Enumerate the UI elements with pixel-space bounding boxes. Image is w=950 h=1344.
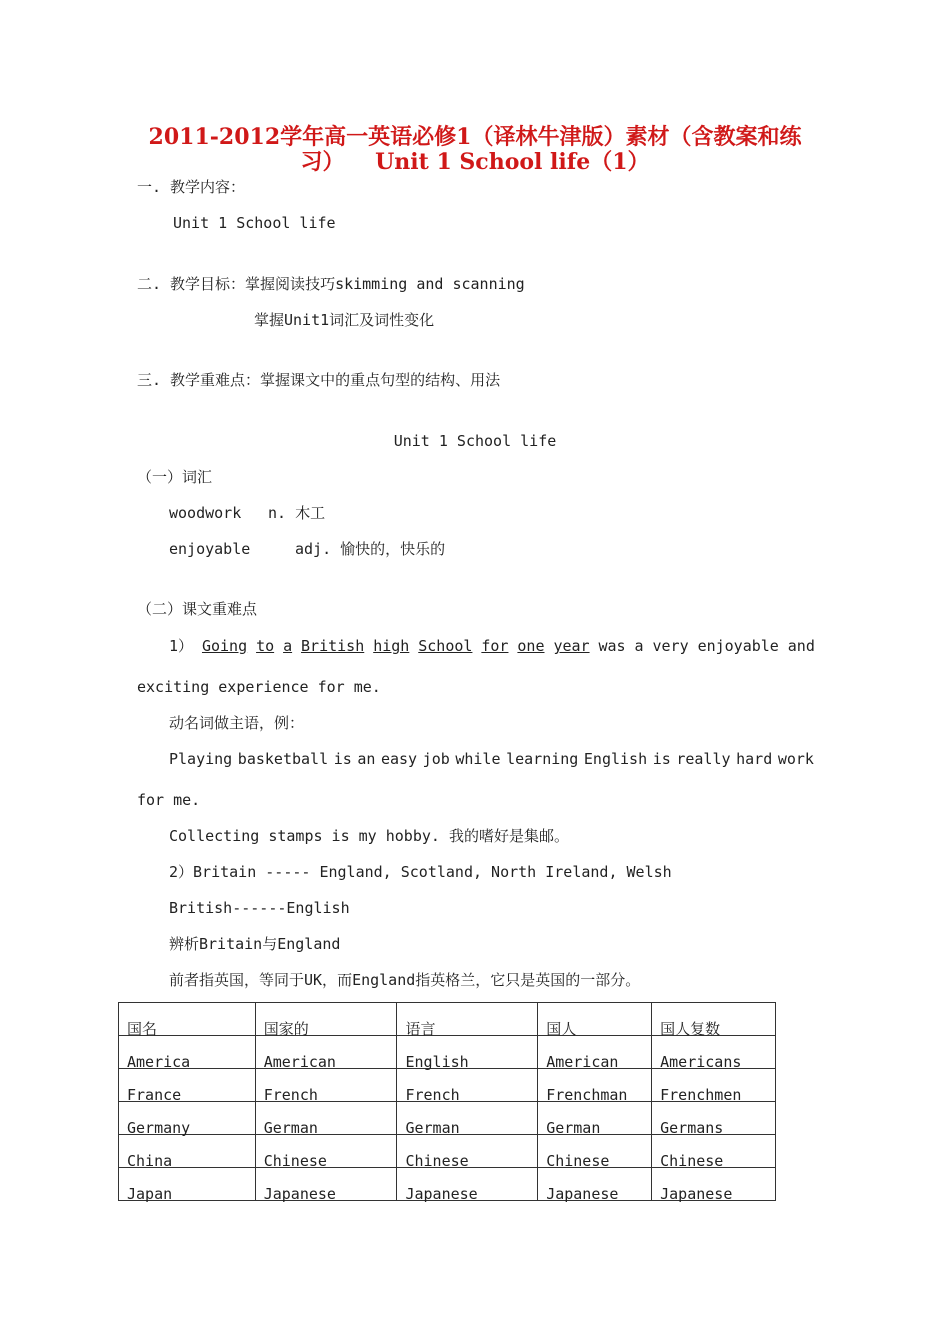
sentence-word: learning <box>506 750 579 768</box>
point-2-distinguish: 辨析Britain与England <box>169 935 341 953</box>
table-cell: German <box>397 1102 538 1135</box>
table-cell: China <box>119 1135 256 1168</box>
table-cell: German <box>255 1102 397 1135</box>
section-2-line-2: 掌握Unit1词汇及词性变化 <box>254 311 435 329</box>
table-cell: Americans <box>652 1036 776 1069</box>
table-row <box>119 1036 776 1069</box>
vocab-word-1: woodwork <box>169 504 242 522</box>
underlined-word: to <box>256 637 275 655</box>
underlined-word: School <box>418 637 473 655</box>
point-2: 2）Britain ----- England, Scotland, North Ireland, Welsh <box>169 863 672 881</box>
section-3-heading: 三. 教学重难点：掌握课文中的重点句型的结构、用法 <box>137 371 501 389</box>
table-header-cell: 国人 <box>538 1003 652 1036</box>
document-title-line-1: 2011-2012学年高一英语必修1（译林牛津版）素材（含教案和练 <box>148 124 802 150</box>
sentence-word: is <box>333 750 352 768</box>
table-cell: Japanese <box>538 1168 652 1201</box>
point-2-british: British------English <box>169 899 350 917</box>
example-1-sentence <box>169 749 814 769</box>
document-title-line-2: 习） Unit 1 School life（1） <box>300 149 650 175</box>
section-1-heading: 一. 教学内容： <box>137 178 246 196</box>
table-cell: German <box>538 1102 652 1135</box>
section-1-content: Unit 1 School life <box>173 214 336 232</box>
table-cell: Germans <box>652 1102 776 1135</box>
sentence-word: hard <box>736 750 773 768</box>
sentence-word: was <box>598 637 626 655</box>
vocab-def-2: adj. 愉快的，快乐的 <box>295 540 446 558</box>
sentence-word: and <box>787 637 815 655</box>
example-1-continuation: for me. <box>137 791 201 809</box>
table-header-row <box>119 1003 776 1036</box>
table-cell: Japanese <box>397 1168 538 1201</box>
table-cell: Japanese <box>255 1168 397 1201</box>
table-cell: English <box>397 1036 538 1069</box>
table-cell: American <box>255 1036 397 1069</box>
sentence-word: an <box>357 750 376 768</box>
table-header-cell: 国名 <box>119 1003 256 1036</box>
table-row <box>119 1069 776 1102</box>
table-cell: Chinese <box>255 1135 397 1168</box>
table-header-cell: 国家的 <box>255 1003 397 1036</box>
nationality-table <box>118 1002 776 1201</box>
center-heading: Unit 1 School life <box>393 432 557 450</box>
sentence-word: is <box>652 750 671 768</box>
sentence-word: easy <box>380 750 418 768</box>
sentence-word: a <box>634 637 644 655</box>
table-cell: Chinese <box>538 1135 652 1168</box>
table-cell: Germany <box>119 1102 256 1135</box>
table-cell: Frenchman <box>538 1069 652 1102</box>
point-2-explanation: 前者指英国，等同于UK，而England指英格兰，它只是英国的一部分。 <box>169 971 641 989</box>
table-cell: French <box>255 1069 397 1102</box>
table-cell: Chinese <box>397 1135 538 1168</box>
underlined-word: a <box>283 637 293 655</box>
sentence-word: Playing <box>169 750 233 768</box>
vocab-word-2: enjoyable <box>169 540 251 558</box>
table-header-cell: 国人复数 <box>652 1003 776 1036</box>
underlined-word: year <box>553 637 590 655</box>
sentence-word: really <box>676 750 731 768</box>
underlined-word: Going <box>201 637 248 655</box>
vocab-heading: （一）词汇 <box>137 468 213 486</box>
table-header-cell: 语言 <box>397 1003 538 1036</box>
section-2-heading: 二. 教学目标：掌握阅读技巧skimming and scanning <box>137 275 525 293</box>
sentence-word: work <box>777 750 814 768</box>
underlined-word: high <box>373 637 410 655</box>
table-cell: French <box>397 1069 538 1102</box>
point-1-continuation: exciting experience for me. <box>137 678 381 696</box>
table-cell: Frenchmen <box>652 1069 776 1102</box>
table-cell: Japan <box>119 1168 256 1201</box>
sentence-word: while <box>455 750 501 768</box>
example-2: Collecting stamps is my hobby. 我的嗜好是集邮。 <box>169 827 569 845</box>
table-row <box>119 1135 776 1168</box>
sentence-word: English <box>583 750 648 768</box>
point-1-number: 1） <box>169 637 194 655</box>
table-cell: France <box>119 1069 256 1102</box>
vocab-def-1: n. 木工 <box>268 504 326 522</box>
gerund-note: 动名词做主语，例： <box>169 714 305 732</box>
underlined-word: for <box>481 637 509 655</box>
underlined-word: British <box>301 637 365 655</box>
table-cell: American <box>538 1036 652 1069</box>
table-cell: Japanese <box>652 1168 776 1201</box>
sentence-word: very <box>652 637 689 655</box>
sentence-word: enjoyable <box>697 637 779 655</box>
table-cell: America <box>119 1036 256 1069</box>
underlined-word: one <box>517 637 545 655</box>
points-heading: （二）课文重难点 <box>137 600 258 618</box>
table-row <box>119 1102 776 1135</box>
point-1-sentence <box>169 636 815 656</box>
sentence-word: job <box>422 750 450 768</box>
table-cell: Chinese <box>652 1135 776 1168</box>
table-row <box>119 1168 776 1201</box>
sentence-word: basketball <box>237 750 329 768</box>
